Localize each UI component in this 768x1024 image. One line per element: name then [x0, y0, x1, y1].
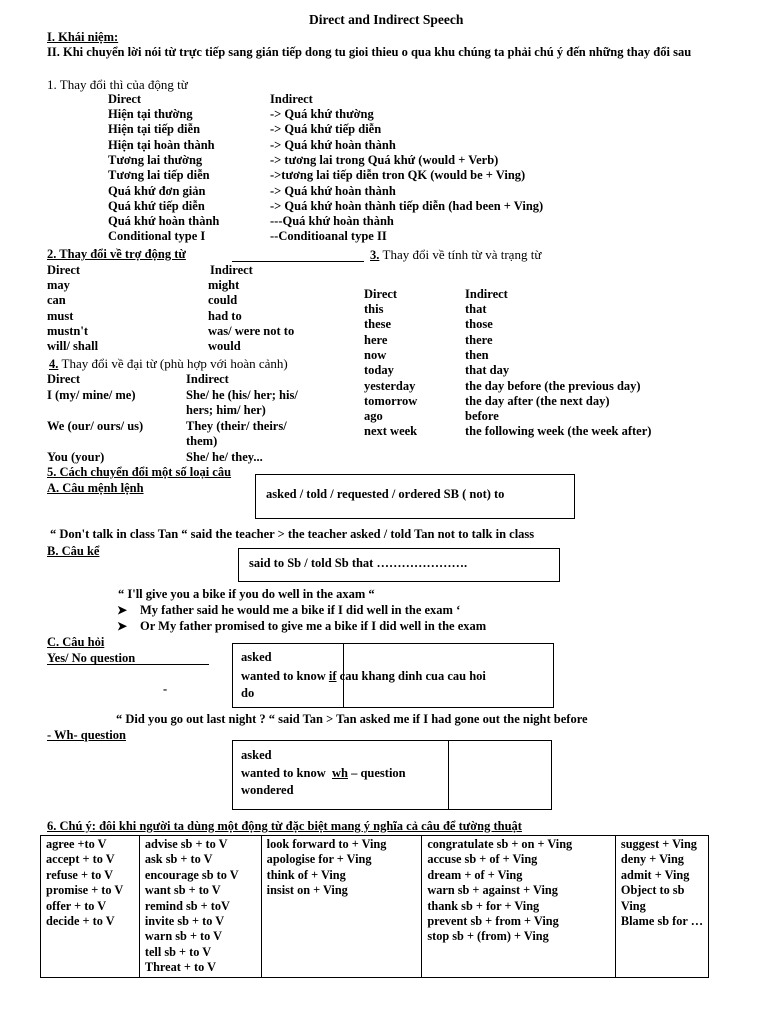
verb-pattern: promise + to V: [46, 883, 124, 898]
pronoun-heading-num: 4.: [49, 357, 59, 371]
tense-row-indirect: -> Quá khứ thường: [270, 107, 374, 121]
statement-bullet-1: My father said he would me a bike if I did well in the exam ‘: [140, 603, 461, 617]
conversion-heading: 5. Cách chuyển đổi một số loại câu: [47, 465, 232, 479]
tense-row-indirect: -> Quá khứ hoàn thành: [270, 137, 396, 152]
imperative-formula: asked / told / requested / ordered SB ( not) to: [266, 487, 505, 501]
tense-col-direct: Direct: [108, 92, 142, 106]
pronoun-col-indirect: Indirect: [186, 372, 229, 386]
yes-no-clause: cau khang dinh cua cau hoi: [339, 669, 486, 683]
pronoun-col-direct: Direct: [47, 372, 81, 386]
adverb-row-indirect: there: [465, 332, 493, 347]
wh-formula-box: [232, 740, 552, 810]
imperative-formula-box: [255, 474, 575, 519]
verb-pattern: admit + Ving: [620, 867, 690, 882]
verb-pattern: accuse sb + of + Ving: [427, 852, 538, 867]
verbs-column: [41, 836, 140, 978]
adverb-row-indirect: that: [465, 302, 487, 316]
pronoun-heading-wrap: [49, 356, 288, 372]
verb-pattern: think of + Ving: [266, 867, 346, 882]
wh-question-text: – question: [351, 766, 406, 780]
verb-pattern: warn sb + to V: [144, 929, 223, 944]
verb-pattern: Threat + to V: [144, 960, 216, 975]
tense-row-direct: Tương lai tiếp diễn: [108, 168, 210, 183]
wh-question-label: - Wh- question: [47, 728, 126, 742]
verbs-column: [139, 836, 261, 978]
adverb-row-indirect: the following week (the week after): [465, 424, 652, 439]
verb-pattern: apologise for + Ving: [266, 852, 372, 867]
adverb-heading-num: 3.: [370, 248, 380, 262]
verb-pattern: insist on + Ving: [266, 883, 348, 898]
verb-pattern: encourage sb to V: [144, 867, 239, 882]
verb-pattern: decide + to V: [46, 914, 115, 929]
modal-row-indirect: was/ were not to: [208, 323, 295, 338]
wh-wanted-text: wanted to know: [241, 766, 326, 780]
modal-heading-underline: [232, 261, 364, 262]
pronoun-row-direct: I (my/ mine/ me): [47, 388, 136, 402]
verb-pattern: offer + to V: [46, 898, 107, 913]
yes-no-wanted-text: wanted to know: [241, 669, 326, 683]
modal-row-direct: will/ shall: [47, 339, 99, 354]
adverb-row-direct: today: [364, 363, 394, 378]
verb-pattern: stop sb + (from) + Ving: [427, 929, 549, 944]
adverb-col-direct: Direct: [364, 287, 398, 301]
imperative-example: “ Don't talk in class Tan “ said the teacher > the teacher asked / told Tan not to talk in class: [50, 527, 535, 541]
yes-no-example: “ Did you go out last night ? “ said Tan > Tan asked me if I had gone out the night before: [116, 712, 588, 726]
arrow-bullet-icon: ➤: [117, 603, 128, 617]
imperative-label: A. Câu mệnh lệnh: [47, 481, 144, 495]
verb-pattern: Object to sb: [620, 883, 685, 898]
tense-heading: 1. Thay đổi thì của động từ: [47, 77, 188, 92]
adverb-row-direct: yesterday: [364, 378, 416, 393]
verb-pattern: look forward to + Ving: [266, 837, 387, 851]
adverb-row-direct: next week: [364, 424, 418, 439]
special-verbs-heading: 6. Chú ý: đôi khi người ta dùng một động từ đặc biệt mang ý nghĩa cả câu để tường thuật: [47, 819, 522, 833]
adverb-row-indirect: that day: [465, 363, 510, 378]
adverb-heading: Thay đổi về tính từ và trạng từ: [382, 247, 542, 262]
verb-pattern: dream + of + Ving: [427, 867, 523, 882]
arrow-bullet-icon: ➤: [117, 619, 128, 633]
tense-col-indirect: Indirect: [270, 92, 313, 106]
pronoun-row-indirect-cont: them): [186, 434, 218, 448]
tense-row-direct: Conditional type I: [108, 229, 206, 244]
tense-row-direct: Quá khứ hoàn thành: [108, 214, 220, 229]
yes-no-underline: [47, 664, 209, 665]
modal-row-direct: can: [47, 293, 66, 308]
page-title: Direct and Indirect Speech: [309, 12, 464, 27]
verb-pattern: suggest + Ving: [620, 837, 697, 851]
tense-row-direct: Quá khứ tiếp diễn: [108, 198, 205, 213]
modal-heading: 2. Thay đổi về trợ động từ: [47, 247, 186, 261]
adverb-row-indirect: the day before (the previous day): [465, 378, 641, 393]
verb-pattern: tell sb + to V: [144, 944, 212, 959]
verb-pattern: remind sb + toV: [144, 898, 230, 913]
verb-pattern: accept + to V: [46, 852, 115, 867]
section-i-heading: I. Khái niệm:: [47, 30, 119, 44]
modal-row-direct: mustn't: [47, 323, 88, 338]
verb-pattern: advise sb + to V: [144, 837, 228, 851]
modal-row-indirect: had to: [208, 308, 242, 323]
verbs-column: [261, 836, 422, 978]
yes-no-wanted: [241, 669, 486, 684]
verb-pattern: prevent sb + from + Ving: [427, 914, 559, 929]
wh-box-divider: [448, 741, 449, 809]
tense-row-direct: Hiện tại hoàn thành: [108, 137, 215, 152]
statement-formula: said to Sb / told Sb that ………………….: [249, 556, 468, 570]
statement-example: “ I'll give you a bike if you do well in the axam “: [118, 587, 375, 601]
yes-no-if: if: [328, 669, 337, 683]
verb-pattern: invite sb + to V: [144, 914, 225, 929]
statement-label: B. Câu kể: [47, 544, 100, 558]
dash-mark: -: [163, 682, 168, 696]
wh-asked: asked: [241, 748, 272, 762]
pronoun-row-indirect: She/ he/ they...: [186, 450, 263, 464]
pronoun-row-direct: We (our/ ours/ us): [47, 419, 144, 433]
tense-row-direct: Tương lai thường: [108, 152, 203, 167]
yes-no-do: do: [241, 686, 255, 700]
adverb-row-direct: now: [364, 347, 387, 362]
adverb-row-indirect: the day after (the next day): [465, 393, 610, 408]
modal-row-indirect: might: [208, 278, 240, 292]
special-verbs-table: [40, 835, 709, 978]
adverb-row-indirect: then: [465, 347, 489, 362]
tense-row-indirect: -> Quá khứ tiếp diễn: [270, 122, 382, 137]
verb-pattern: refuse + to V: [46, 867, 114, 882]
adverb-row-direct: tomorrow: [364, 393, 418, 408]
verb-pattern: thank sb + for + Ving: [427, 898, 540, 913]
modal-row-indirect: could: [208, 293, 238, 308]
verb-pattern: Ving: [620, 898, 646, 913]
verbs-column: [422, 836, 616, 978]
tense-row-indirect: -> Quá khứ hoàn thành tiếp diễn (had been + Ving): [270, 198, 544, 213]
section-ii-heading: II. Khi chuyển lời nói từ trực tiếp sang gián tiếp dong tu gioi thieu o qua khu chúng ta phải chú ý đến những thay đổi sau: [47, 45, 692, 59]
pronoun-row-indirect-cont: hers; him/ her): [186, 403, 266, 417]
tense-row-indirect: ->tương lai tiếp diễn tron QK (would be + Ving): [270, 168, 526, 183]
modal-row-indirect: would: [208, 339, 241, 354]
question-label: C. Câu hỏi: [47, 635, 105, 649]
wh-word: wh: [332, 766, 348, 780]
wh-wondered: wondered: [241, 783, 294, 797]
verb-pattern: congratulate sb + on + Ving: [427, 837, 573, 851]
tense-row-direct: Hiện tại tiếp diễn: [108, 122, 201, 137]
adverb-heading-wrap: [370, 247, 541, 263]
pronoun-row-indirect: They (their/ theirs/: [186, 419, 287, 433]
verb-pattern: deny + Ving: [620, 852, 684, 867]
modal-col-direct: Direct: [47, 263, 81, 277]
adverb-row-direct: this: [364, 302, 384, 316]
yes-no-label: Yes/ No question: [47, 651, 136, 665]
modal-col-indirect: Indirect: [210, 263, 253, 277]
yes-no-asked: asked: [241, 650, 272, 664]
tense-row-indirect: ---Quá khứ hoàn thành: [270, 214, 394, 229]
verb-pattern: Blame sb for …: [620, 914, 703, 929]
statement-bullet-2: Or My father promised to give me a bike if I did well in the exam: [140, 619, 487, 633]
adverb-row-direct: these: [364, 317, 392, 332]
modal-row-direct: must: [47, 308, 74, 323]
tense-row-indirect: --Conditioanal type II: [270, 229, 387, 244]
tense-row-direct: Hiện tại thường: [108, 107, 193, 121]
adverb-row-direct: ago: [364, 409, 383, 424]
modal-row-direct: may: [47, 278, 70, 292]
verb-pattern: warn sb + against + Ving: [427, 883, 558, 898]
verb-pattern: ask sb + to V: [144, 852, 213, 867]
pronoun-row-indirect: She/ he (his/ her; his/: [186, 388, 298, 402]
adverb-col-indirect: Indirect: [465, 287, 508, 301]
verbs-column: [615, 836, 708, 978]
wh-wanted: [241, 766, 406, 781]
yes-no-formula-box: [232, 643, 554, 708]
tense-row-direct: Quá khứ đơn giản: [108, 183, 206, 198]
tense-row-indirect: -> tương lai trong Quá khứ (would + Verb): [270, 152, 499, 167]
tense-row-indirect: -> Quá khứ hoàn thành: [270, 183, 396, 198]
verb-pattern: want sb + to V: [144, 883, 221, 898]
adverb-row-direct: here: [364, 332, 388, 347]
verb-pattern: agree +to V: [46, 837, 107, 851]
statement-formula-box: [238, 548, 560, 582]
adverb-row-indirect: before: [465, 409, 499, 424]
pronoun-row-direct: You (your): [47, 450, 105, 464]
pronoun-heading: Thay đổi về đại từ (phù hợp với hoàn cảnh): [61, 356, 288, 371]
adverb-row-indirect: those: [465, 317, 493, 332]
